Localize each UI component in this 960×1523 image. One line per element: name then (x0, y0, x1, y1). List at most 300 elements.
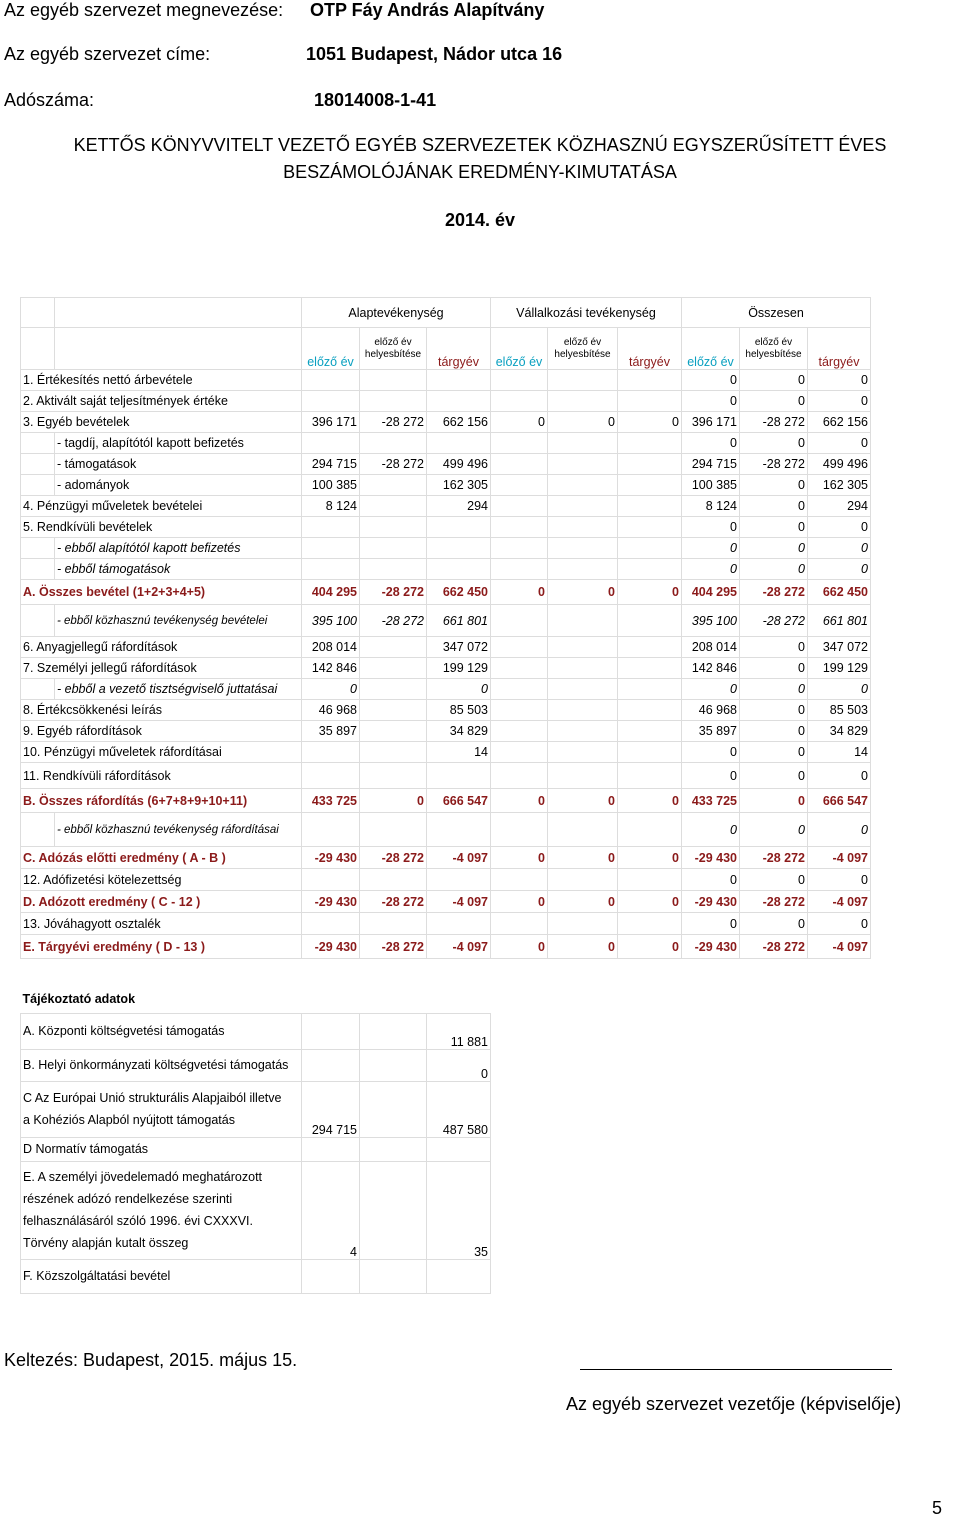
value-cell (618, 605, 682, 637)
value-cell: -28 272 (740, 454, 808, 475)
info-label-line: D Normatív támogatás (23, 1142, 149, 1156)
value-cell (618, 913, 682, 935)
value-cell: -28 272 (740, 847, 808, 869)
value-cell (427, 391, 491, 412)
value-cell: 0 (682, 433, 740, 454)
value-cell (618, 637, 682, 658)
value-cell (491, 475, 548, 496)
value-cell: 34 829 (808, 721, 871, 742)
value-cell (360, 391, 427, 412)
table-row (21, 391, 871, 412)
value-cell: -28 272 (740, 935, 808, 959)
info-label-line: Törvény alapján kutalt összeg (23, 1236, 189, 1250)
value-cell (302, 433, 360, 454)
table-row (21, 605, 871, 637)
col-adj-top: előző év (374, 336, 412, 348)
info-row (21, 1137, 491, 1161)
row-label: - adományok (55, 475, 302, 496)
value-cell (548, 391, 618, 412)
value-cell (427, 433, 491, 454)
value-cell (360, 559, 427, 580)
value-cell: 0 (682, 679, 740, 700)
col-current-year: tárgyév (618, 328, 682, 370)
org-address-label: Az egyéb szervezet címe: (4, 44, 211, 64)
row-label: 9. Egyéb ráfordítások (21, 721, 302, 742)
info-current-year (427, 1259, 491, 1293)
col-prev-year-adjustment (740, 328, 808, 370)
value-cell: 666 547 (808, 789, 871, 813)
value-cell: 0 (740, 391, 808, 412)
value-cell: 0 (682, 517, 740, 538)
table-row (21, 637, 871, 658)
page-number: 5 (931, 1498, 942, 1518)
value-cell: 0 (618, 935, 682, 959)
value-cell: 0 (491, 789, 548, 813)
value-cell: 347 072 (427, 637, 491, 658)
info-label (21, 1161, 302, 1259)
supplementary-data-table (20, 985, 491, 1294)
value-cell: 0 (618, 847, 682, 869)
row-label: 12. Adófizetési kötelezettség (21, 869, 302, 891)
value-cell: 666 547 (427, 789, 491, 813)
value-cell: 0 (740, 496, 808, 517)
group-header-row (21, 298, 871, 328)
value-cell (548, 496, 618, 517)
value-cell (491, 559, 548, 580)
value-cell (360, 517, 427, 538)
row-label: - ebből a vezető tisztségviselő juttatásai (55, 679, 302, 700)
value-cell (548, 433, 618, 454)
info-label-line: részének adózó rendelkezése szerinti (23, 1192, 233, 1206)
col-current-year: tárgyév (427, 328, 491, 370)
value-cell: 499 496 (427, 454, 491, 475)
value-cell: -28 272 (740, 891, 808, 913)
info-label-line: felhasználásáról szóló 1996. évi CXXXVI. (23, 1214, 253, 1228)
value-cell (491, 517, 548, 538)
value-cell (360, 679, 427, 700)
info-label (21, 1137, 302, 1161)
col-prev-year-adjustment (548, 328, 618, 370)
value-cell (618, 496, 682, 517)
value-cell: 14 (808, 742, 871, 763)
value-cell: 199 129 (808, 658, 871, 679)
table-row (21, 913, 871, 935)
table-row (21, 679, 871, 700)
value-cell (302, 742, 360, 763)
value-cell: 35 897 (302, 721, 360, 742)
value-cell (548, 700, 618, 721)
value-cell: 0 (618, 412, 682, 433)
value-cell: 0 (740, 813, 808, 847)
table-row (21, 813, 871, 847)
value-cell: 0 (682, 763, 740, 789)
value-cell: 433 725 (682, 789, 740, 813)
row-label: 5. Rendkívüli bevételek (21, 517, 302, 538)
value-cell: 0 (548, 789, 618, 813)
table-row (21, 763, 871, 789)
value-cell: -28 272 (740, 605, 808, 637)
value-cell (548, 454, 618, 475)
value-cell: 0 (740, 433, 808, 454)
value-cell: -28 272 (360, 454, 427, 475)
value-cell: 0 (808, 559, 871, 580)
value-cell: 0 (740, 742, 808, 763)
info-prev-year: 294 715 (302, 1081, 360, 1137)
value-cell: -29 430 (302, 935, 360, 959)
value-cell: -4 097 (427, 891, 491, 913)
row-label: 2. Aktivált saját teljesítmények értéke (21, 391, 302, 412)
value-cell: 8 124 (682, 496, 740, 517)
value-cell (548, 370, 618, 391)
value-cell: 0 (740, 913, 808, 935)
value-cell (491, 913, 548, 935)
row-label: - tagdíj, alapítótól kapott befizetés (55, 433, 302, 454)
value-cell: 0 (808, 391, 871, 412)
value-cell: 0 (618, 580, 682, 605)
row-label: - támogatások (55, 454, 302, 475)
info-label-line: a Kohéziós Alapból nyújtott támogatás (23, 1113, 235, 1127)
value-cell (360, 370, 427, 391)
value-cell: 0 (740, 658, 808, 679)
value-cell (302, 763, 360, 789)
table-row (21, 370, 871, 391)
col-adj-top: előző év (563, 336, 602, 348)
value-cell (618, 517, 682, 538)
value-cell: 142 846 (682, 658, 740, 679)
value-cell (427, 763, 491, 789)
report-title-line2: BESZÁMOLÓJÁNAK EREDMÉNY-KIMUTATÁSA (283, 162, 677, 182)
table-row (21, 496, 871, 517)
table-row (21, 847, 871, 869)
value-cell: -28 272 (360, 891, 427, 913)
value-cell: -29 430 (682, 935, 740, 959)
table-row (21, 559, 871, 580)
value-cell (618, 433, 682, 454)
value-cell: 294 715 (302, 454, 360, 475)
value-cell: 142 846 (302, 658, 360, 679)
value-cell: 662 156 (427, 412, 491, 433)
value-cell: 0 (548, 580, 618, 605)
row-label: - ebből alapítótól kapott befizetés (55, 538, 302, 559)
report-year: 2014. év (444, 210, 516, 230)
value-cell: 0 (618, 789, 682, 813)
value-cell: 199 129 (427, 658, 491, 679)
value-cell (360, 742, 427, 763)
col-adj-bottom: helyesbítése (364, 348, 422, 360)
table-row (21, 891, 871, 913)
value-cell (618, 454, 682, 475)
value-cell: 0 (740, 700, 808, 721)
col-adj-bottom: helyesbítése (745, 348, 802, 360)
value-cell: -4 097 (808, 935, 871, 959)
value-cell: 0 (740, 763, 808, 789)
value-cell (548, 679, 618, 700)
value-cell (360, 763, 427, 789)
value-cell: 0 (808, 538, 871, 559)
value-cell: 35 897 (682, 721, 740, 742)
value-cell: -29 430 (302, 847, 360, 869)
row-label: 1. Értékesítés nettó árbevétele (21, 370, 302, 391)
info-heading: Tájékoztató adatok (22, 991, 136, 1006)
value-cell: 0 (491, 580, 548, 605)
value-cell: 0 (491, 935, 548, 959)
tax-row (4, 90, 437, 111)
value-cell: -28 272 (360, 412, 427, 433)
value-cell (491, 370, 548, 391)
value-cell: 0 (682, 742, 740, 763)
value-cell: 0 (548, 935, 618, 959)
info-label (21, 1081, 302, 1137)
value-cell: 162 305 (427, 475, 491, 496)
value-cell (427, 517, 491, 538)
row-label: 10. Pénzügyi műveletek ráfordításai (21, 742, 302, 763)
org-address-row (4, 44, 563, 65)
value-cell (360, 637, 427, 658)
value-cell: 85 503 (427, 700, 491, 721)
value-cell (618, 700, 682, 721)
row-label: E. Tárgyévi eredmény ( D - 13 ) (21, 935, 302, 959)
row-label: 11. Rendkívüli ráfordítások (21, 763, 302, 789)
org-name-row (4, 0, 545, 21)
value-cell: 0 (618, 891, 682, 913)
value-cell (360, 475, 427, 496)
value-cell (360, 496, 427, 517)
value-cell (618, 721, 682, 742)
value-cell (302, 391, 360, 412)
value-cell: 0 (682, 913, 740, 935)
signature-line (580, 1369, 892, 1370)
value-cell: 0 (491, 891, 548, 913)
value-cell (491, 763, 548, 789)
value-cell: 0 (302, 679, 360, 700)
value-cell: 0 (808, 763, 871, 789)
value-cell (491, 538, 548, 559)
value-cell (618, 391, 682, 412)
value-cell (491, 813, 548, 847)
value-cell: 0 (808, 869, 871, 891)
income-statement-table (20, 297, 871, 959)
value-cell: 0 (740, 538, 808, 559)
value-cell: 0 (808, 370, 871, 391)
value-cell: 0 (427, 679, 491, 700)
value-cell (548, 517, 618, 538)
value-cell (491, 700, 548, 721)
row-label: B. Összes ráfordítás (6+7+8+9+10+11) (21, 789, 302, 813)
value-cell (548, 763, 618, 789)
value-cell (302, 813, 360, 847)
col-prev-year-adjustment (360, 328, 427, 370)
value-cell (618, 679, 682, 700)
value-cell (618, 763, 682, 789)
info-row (21, 1081, 491, 1137)
value-cell: 14 (427, 742, 491, 763)
value-cell (360, 658, 427, 679)
date-line: Keltezés: Budapest, 2015. május 15. (4, 1350, 298, 1370)
value-cell (427, 869, 491, 891)
value-cell (548, 637, 618, 658)
value-cell (618, 475, 682, 496)
value-cell (548, 869, 618, 891)
row-label: D. Adózott eredmény ( C - 12 ) (21, 891, 302, 913)
value-cell: 100 385 (682, 475, 740, 496)
value-cell (491, 496, 548, 517)
table-row (21, 658, 871, 679)
value-cell: 395 100 (302, 605, 360, 637)
row-label: 7. Személyi jellegű ráfordítások (21, 658, 302, 679)
info-prev-year (302, 1049, 360, 1081)
value-cell (360, 538, 427, 559)
value-cell (548, 605, 618, 637)
group-business-activity: Vállalkozási tevékenység (491, 298, 682, 328)
table-row (21, 475, 871, 496)
value-cell: 34 829 (427, 721, 491, 742)
value-cell (302, 869, 360, 891)
value-cell: 0 (808, 813, 871, 847)
value-cell: 661 801 (808, 605, 871, 637)
value-cell (618, 813, 682, 847)
tax-value: 18014008-1-41 (314, 90, 437, 110)
value-cell: 0 (682, 559, 740, 580)
row-label: - ebből támogatások (55, 559, 302, 580)
table-row (21, 433, 871, 454)
value-cell (618, 538, 682, 559)
row-label: - ebből közhasznú tevékenység ráfordításai (55, 813, 302, 847)
value-cell (360, 813, 427, 847)
info-prev-year (302, 1259, 360, 1293)
value-cell: 100 385 (302, 475, 360, 496)
value-cell: 396 171 (682, 412, 740, 433)
value-cell (360, 869, 427, 891)
info-label-line: A. Központi költségvetési támogatás (23, 1024, 225, 1038)
value-cell: 662 450 (427, 580, 491, 605)
value-cell: -28 272 (360, 935, 427, 959)
value-cell: -28 272 (740, 580, 808, 605)
value-cell: -28 272 (360, 605, 427, 637)
value-cell (548, 721, 618, 742)
value-cell (491, 391, 548, 412)
group-basic-activity: Alaptevékenység (302, 298, 491, 328)
value-cell: 0 (740, 475, 808, 496)
info-row (21, 1049, 491, 1081)
col-prev-year: előző év (682, 328, 740, 370)
value-cell: 208 014 (682, 637, 740, 658)
value-cell (360, 721, 427, 742)
value-cell: 8 124 (302, 496, 360, 517)
tax-label: Adószáma: (4, 90, 95, 110)
info-row (21, 1259, 491, 1293)
value-cell: 0 (740, 869, 808, 891)
value-cell: 46 968 (682, 700, 740, 721)
table-row (21, 789, 871, 813)
info-current-year: 35 (427, 1161, 491, 1259)
value-cell: 396 171 (302, 412, 360, 433)
value-cell: 294 (427, 496, 491, 517)
value-cell: 499 496 (808, 454, 871, 475)
group-total: Összesen (682, 298, 871, 328)
value-cell: -28 272 (360, 847, 427, 869)
row-label: 4. Pénzügyi műveletek bevételei (21, 496, 302, 517)
value-cell: 0 (491, 847, 548, 869)
value-cell (427, 538, 491, 559)
info-row (21, 1161, 491, 1259)
value-cell: 0 (740, 370, 808, 391)
value-cell (548, 538, 618, 559)
info-current-year: 11 881 (427, 1013, 491, 1049)
info-current-year: 487 580 (427, 1081, 491, 1137)
info-label-line: F. Közszolgáltatási bevétel (23, 1269, 171, 1283)
value-cell: 294 715 (682, 454, 740, 475)
value-cell (302, 370, 360, 391)
value-cell (302, 559, 360, 580)
value-cell (427, 913, 491, 935)
col-adj-top: előző év (754, 336, 793, 348)
value-cell: 0 (740, 517, 808, 538)
value-cell: 46 968 (302, 700, 360, 721)
value-cell: 0 (682, 538, 740, 559)
row-label: 13. Jóváhagyott osztalék (21, 913, 302, 935)
value-cell: 0 (740, 721, 808, 742)
info-current-year (427, 1137, 491, 1161)
value-cell: -28 272 (360, 580, 427, 605)
table-row (21, 517, 871, 538)
value-cell (491, 454, 548, 475)
value-cell: 347 072 (808, 637, 871, 658)
value-cell (491, 721, 548, 742)
info-prev-year (302, 1013, 360, 1049)
value-cell (302, 538, 360, 559)
value-cell: -29 430 (302, 891, 360, 913)
value-cell: 662 156 (808, 412, 871, 433)
table-row (21, 538, 871, 559)
info-label-line: B. Helyi önkormányzati költségvetési támogatás (23, 1058, 289, 1072)
value-cell: 208 014 (302, 637, 360, 658)
org-name-value: OTP Fáy András Alapítvány (310, 0, 545, 20)
value-cell: 0 (682, 869, 740, 891)
value-cell (491, 433, 548, 454)
value-cell (548, 658, 618, 679)
value-cell: -28 272 (740, 412, 808, 433)
value-cell: 0 (808, 913, 871, 935)
value-cell (427, 370, 491, 391)
info-prev-year (302, 1137, 360, 1161)
col-current-year: tárgyév (808, 328, 871, 370)
value-cell (548, 813, 618, 847)
info-current-year: 0 (427, 1049, 491, 1081)
value-cell: 661 801 (427, 605, 491, 637)
org-address-value: 1051 Budapest, Nádor utca 16 (306, 44, 563, 64)
value-cell (302, 913, 360, 935)
value-cell (618, 658, 682, 679)
value-cell: 0 (740, 559, 808, 580)
info-label (21, 1013, 302, 1049)
value-cell (491, 742, 548, 763)
value-cell: -4 097 (808, 847, 871, 869)
table-row (21, 935, 871, 959)
value-cell: 395 100 (682, 605, 740, 637)
value-cell (491, 869, 548, 891)
row-label: 8. Értékcsökkenési leírás (21, 700, 302, 721)
info-label (21, 1259, 302, 1293)
table-row (21, 721, 871, 742)
row-label: C. Adózás előtti eredmény ( A - B ) (21, 847, 302, 869)
value-cell: 162 305 (808, 475, 871, 496)
value-cell: -29 430 (682, 847, 740, 869)
info-row (21, 1013, 491, 1049)
value-cell: 0 (682, 813, 740, 847)
row-label: - ebből közhasznú tevékenység bevételei (55, 605, 302, 637)
value-cell: 0 (808, 517, 871, 538)
value-cell: 0 (740, 789, 808, 813)
